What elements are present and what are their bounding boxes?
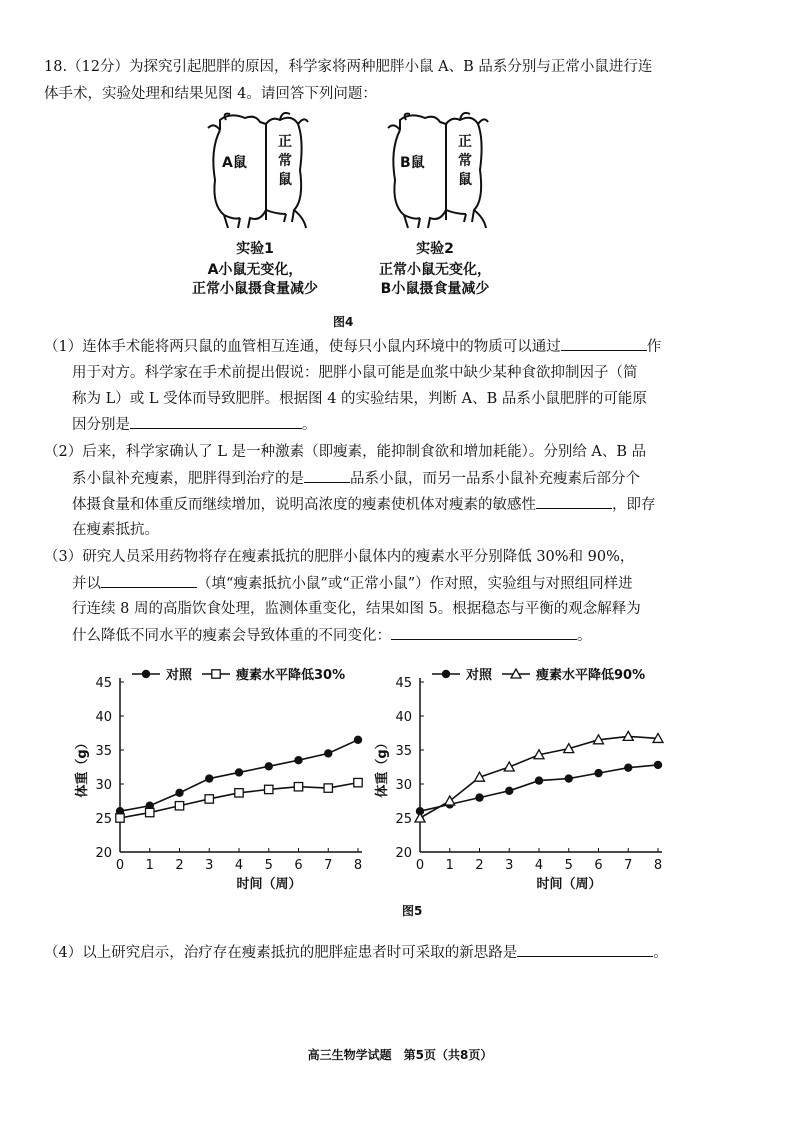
question-header-cont: 体手术，实验处理和结果见图 4。请回答下列问题： [44,86,377,102]
c1-x-tick-label: 4 [234,858,244,873]
c2-y-axis-label: 体重（g） [375,736,390,798]
c2-y-tick-label: 40 [395,710,412,725]
c1-point-1 [235,789,243,797]
q2-line1: （2）后来，科学家确认了 L 是一种激素（即瘦素，能抑制食欲和增加耗能）。分别给 A、B 品 [44,444,647,460]
q1-line1 [44,336,661,357]
c1-point-1 [146,808,154,816]
c1-point-0 [235,768,243,776]
exp2-normal-char1: 正 [458,134,472,150]
weight-chart-90 [370,660,680,900]
q1-line2: 用于对方。科学家在手术前提出假说：肥胖小鼠可能是血浆中缺少某种食欲抑制因子（简 [72,365,638,381]
q2-line3 [72,494,656,515]
c1-y-tick-label: 45 [95,676,112,691]
c1-x-tick-label: 8 [353,858,363,873]
c2-point-0 [594,769,602,777]
exp1-normal-char1: 正 [278,134,292,150]
q3-line2-text: 并以 [72,576,101,592]
c2-legend-marker-0 [442,670,450,678]
q1-blank1[interactable] [561,336,647,351]
c2-legend-label-0: 对照 [466,668,493,683]
c2-x-tick-label: 7 [624,858,633,873]
c2-point-0 [565,774,573,782]
c1-point-1 [265,785,273,793]
q3-line2 [72,573,633,594]
exp1-result-2: 正常小鼠摄食量减少 [192,281,318,297]
c1-point-1 [116,814,124,822]
exp2-result-1: 正常小鼠无变化， [379,262,491,278]
page-footer: 高三生物学试题 第5页（共8页） [307,1048,493,1062]
figure5-caption: 图5 [402,904,423,918]
exp2-normal-char3: 鼠 [458,172,472,188]
c1-point-1 [354,778,362,786]
c1-point-1 [294,783,302,791]
c1-point-0 [175,789,183,797]
exp1-mouse-right-label [278,134,292,188]
q3-line2-end: （填“瘦素抵抗小鼠”或“正常小鼠”）作对照，实验组与对照组同样进 [197,576,633,592]
c1-series-line-1 [120,783,358,818]
c1-x-tick-label: 5 [264,858,273,873]
exp1-normal-char3: 鼠 [278,172,292,188]
exp1-normal-char2: 常 [278,153,292,169]
q2-line2-end: 品系小鼠，而另一品系小鼠补充瘦素后部分个 [350,471,640,487]
q1-line3: 称为 L）或 L 受体而导致肥胖。根据图 4 的实验结果，判断 A、B 品系小鼠肥胖的可能原 [72,391,647,407]
c1-y-tick-label: 40 [95,710,112,725]
q2-line2-text: 系小鼠补充瘦素，肥胖得到治疗的是 [72,471,304,487]
c2-x-tick-label: 8 [653,858,663,873]
c1-x-tick-label: 7 [324,858,333,873]
exp2-mouse-left-label: B鼠 [400,155,425,171]
c2-x-axis-label: 时间（周） [536,877,602,892]
exp2-title: 实验2 [416,241,454,257]
c1-point-0 [294,756,302,764]
c2-y-tick-label: 45 [395,676,412,691]
q3-line3: 行连续 8 周的高脂饮食处理，监测体重变化，结果如图 5。根据稳态与平衡的观念解释为 [72,601,641,617]
c1-x-tick-label: 3 [205,858,214,873]
exp2-mouse-right-label [458,134,472,188]
c1-x-tick-label: 6 [294,858,303,873]
c2-y-tick-label: 30 [395,778,412,793]
c2-y-tick-label: 20 [395,846,412,861]
c2-point-0 [475,793,483,801]
exp1-result-1: A小鼠无变化， [207,262,303,278]
c2-x-tick-label: 6 [594,858,603,873]
weight-chart-30 [70,660,380,900]
q2-blank2[interactable] [536,494,612,509]
c2-x-tick-label: 2 [475,858,484,873]
c1-point-0 [354,736,362,744]
c1-legend-label-0: 对照 [166,668,193,683]
question-header: 18.（12分）为探究引起肥胖的原因，科学家将两种肥胖小鼠 A、B 品系分别与正常小鼠进行连 [44,59,653,75]
q4-line1 [44,942,668,963]
c1-x-tick-label: 1 [145,858,154,873]
q2-line2 [72,468,640,489]
c2-y-tick-label: 35 [395,744,412,759]
c1-point-0 [205,774,213,782]
c1-legend-marker-0 [142,670,150,678]
c1-x-tick-label: 2 [175,858,184,873]
q4-blank1[interactable] [517,942,653,957]
c2-point-0 [624,763,632,771]
q4-line1-text: （4）以上研究启示，治疗存在瘦素抵抗的肥胖症患者时可采取的新思路是 [44,945,518,961]
q1-blank2[interactable] [130,414,302,429]
c1-y-tick-label: 20 [95,846,112,861]
exp1-mouse-left-label: A鼠 [222,155,247,171]
c1-y-tick-label: 35 [95,744,112,759]
q3-line4-end: 。 [577,628,592,644]
c1-point-0 [265,762,273,770]
c2-x-tick-label: 5 [564,858,573,873]
q4-line1-end: 。 [653,945,668,961]
c2-y-tick-label: 25 [395,812,412,827]
exp1-title: 实验1 [236,241,274,257]
q3-line4-text: 什么降低不同水平的瘦素会导致体重的不同变化： [72,628,391,644]
q3-blank2[interactable] [391,625,577,640]
c1-legend-marker-1 [212,670,220,678]
c2-x-tick-label: 1 [445,858,454,873]
c1-y-axis-label: 体重（g） [75,736,90,798]
c1-x-axis-label: 时间（周） [236,877,302,892]
q3-line4 [72,625,592,646]
exp2-normal-char2: 常 [458,153,472,169]
c1-point-1 [175,802,183,810]
c1-x-tick-label: 0 [115,858,125,873]
q1-line1-text: （1）连体手术能将两只鼠的血管相互连通，使每只小鼠内环境中的物质可以通过 [44,339,561,355]
c1-point-1 [324,784,332,792]
q1-line4-text: 因分别是 [72,417,130,433]
c2-legend-label-1: 瘦素水平降低90% [536,668,646,683]
c2-point-0 [535,776,543,784]
c1-y-tick-label: 25 [95,812,112,827]
c2-series-line-0 [420,765,658,811]
c2-x-tick-label: 4 [534,858,544,873]
figure4-caption: 图4 [333,315,354,329]
q3-line1: （3）研究人员采用药物将存在瘦素抵抗的肥胖小鼠体内的瘦素水平分别降低 30%和 90%， [44,549,635,565]
c1-legend-label-1: 瘦素水平降低30% [236,668,346,683]
q2-line4: 在瘦素抵抗。 [72,522,159,538]
parabiosis-figure [200,110,520,235]
q2-blank1[interactable] [304,468,350,483]
c2-point-0 [505,787,513,795]
c2-x-tick-label: 3 [505,858,514,873]
c1-y-tick-label: 30 [95,778,112,793]
q1-line1-end: 作 [646,339,662,355]
q2-line3-end: ，即存 [612,497,656,513]
c2-point-1 [504,762,514,771]
q2-line3-text: 体摄食量和体重反而继续增加，说明高浓度的瘦素使机体对瘦素的敏感性 [72,497,536,513]
exp2-result-2: B小鼠摄食量减少 [380,281,490,297]
q3-blank1[interactable] [101,573,197,588]
q1-line4-end: 。 [302,417,317,433]
c1-point-1 [205,795,213,803]
c1-point-0 [324,749,332,757]
q1-line4 [72,414,317,435]
c2-point-0 [654,761,662,769]
c2-x-tick-label: 0 [415,858,425,873]
